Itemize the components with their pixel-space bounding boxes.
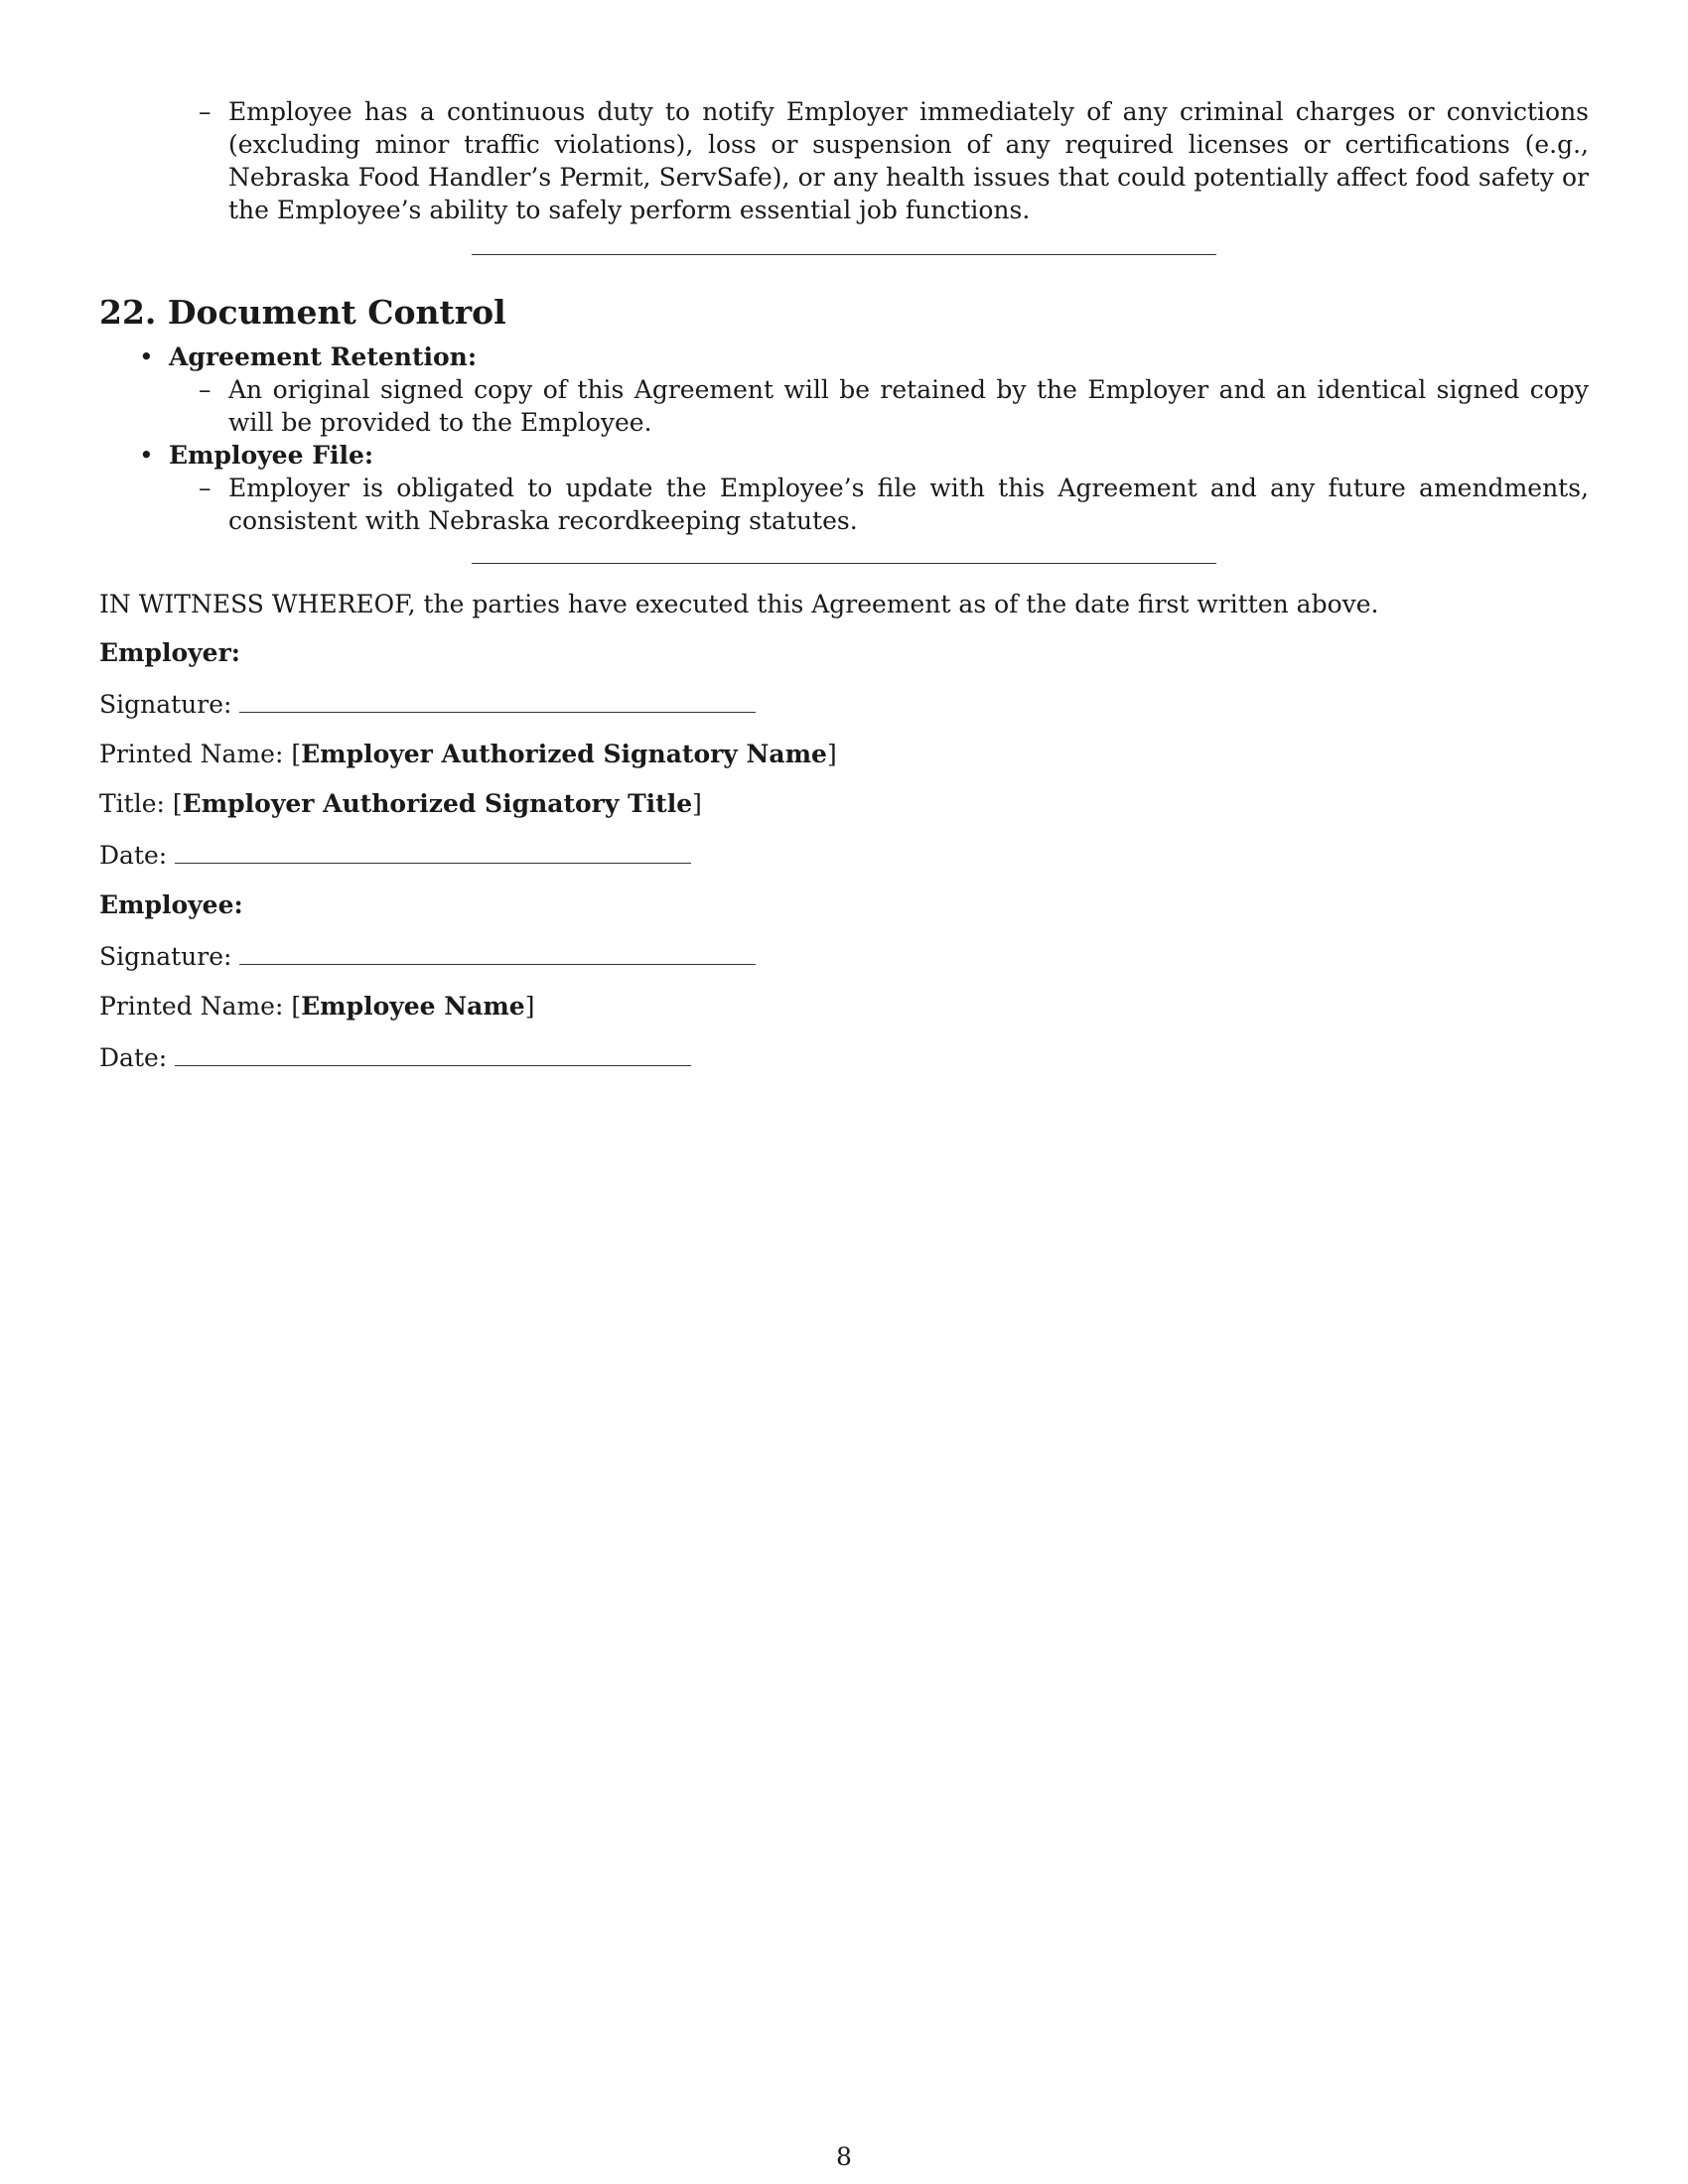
title-label: Title: (99, 789, 165, 818)
employer-printed-name-row (99, 738, 1589, 770)
continuation-clause (99, 95, 1589, 226)
bracket-close: ] (826, 740, 837, 768)
bracket-open: [ (291, 740, 302, 768)
employer-title-row (99, 787, 1589, 820)
employer-title: Employer Authorized Signatory Title (182, 789, 693, 818)
continuation-text: Employee has a continuous duty to notify Employer immediately of any criminal charges or convictions (excluding minor traffic violations), loss or suspension of any required licenses or certifications (e.g., Nebraska Food Handler’s Permit, ServSafe), or any health issues that could potentially affect food safety or the Employee’s ability to safely perform essential job functions. (228, 97, 1589, 224)
section-22-list (99, 341, 1589, 537)
item-label: Agreement Retention: (169, 342, 478, 371)
document-page (99, 95, 1589, 1074)
employee-heading: Employee: (99, 890, 243, 919)
dash-marker: – (199, 474, 211, 502)
bracket-open: [ (172, 789, 183, 818)
employer-signature-line[interactable] (239, 686, 756, 713)
employee-printed-name: Employee Name (301, 992, 525, 1021)
printed-name-label: Printed Name: (99, 740, 284, 768)
witness-statement: IN WITNESS WHEREOF, the parties have executed this Agreement as of the date first written above. (99, 590, 1379, 618)
employer-heading: Employer: (99, 638, 240, 667)
section-divider (472, 563, 1216, 564)
list-item-agreement-retention (99, 341, 1589, 373)
section-divider (472, 254, 1216, 255)
item-label: Employee File: (169, 441, 374, 470)
sub-item-text: Employer is obligated to update the Employee’s file with this Agreement and any future amendments, consistent with Nebraska recordkeeping statutes. (228, 474, 1589, 535)
section-title: 22. Document Control (99, 293, 506, 332)
list-item-employee-file (99, 439, 1589, 472)
sub-item-agreement-retention (99, 373, 1589, 439)
employee-date-line[interactable] (175, 1039, 691, 1066)
dash-marker: – (199, 97, 211, 126)
employee-date-row (99, 1039, 1589, 1074)
date-label: Date: (99, 841, 168, 870)
printed-name-label: Printed Name: (99, 992, 284, 1021)
employer-signature-row (99, 686, 1589, 721)
employee-printed-name-row (99, 990, 1589, 1023)
sub-item-text: An original signed copy of this Agreement will be retained by the Employer and an identical signed copy will be provided to the Employee. (228, 375, 1589, 437)
bracket-close: ] (524, 992, 535, 1021)
date-label: Date: (99, 1043, 168, 1072)
dash-marker: – (199, 375, 211, 404)
sub-item-employee-file (99, 472, 1589, 537)
employee-signature-line[interactable] (239, 938, 756, 965)
signature-label: Signature: (99, 942, 232, 971)
employer-date-row (99, 837, 1589, 872)
page-number: 8 (836, 2142, 852, 2171)
bullet-marker: • (139, 342, 154, 371)
employee-signature-row (99, 938, 1589, 973)
employer-printed-name: Employer Authorized Signatory Name (301, 740, 827, 768)
signature-label: Signature: (99, 690, 232, 719)
bullet-marker: • (139, 441, 154, 470)
employer-date-line[interactable] (175, 837, 691, 864)
bracket-open: [ (291, 992, 302, 1021)
bracket-close: ] (692, 789, 702, 818)
